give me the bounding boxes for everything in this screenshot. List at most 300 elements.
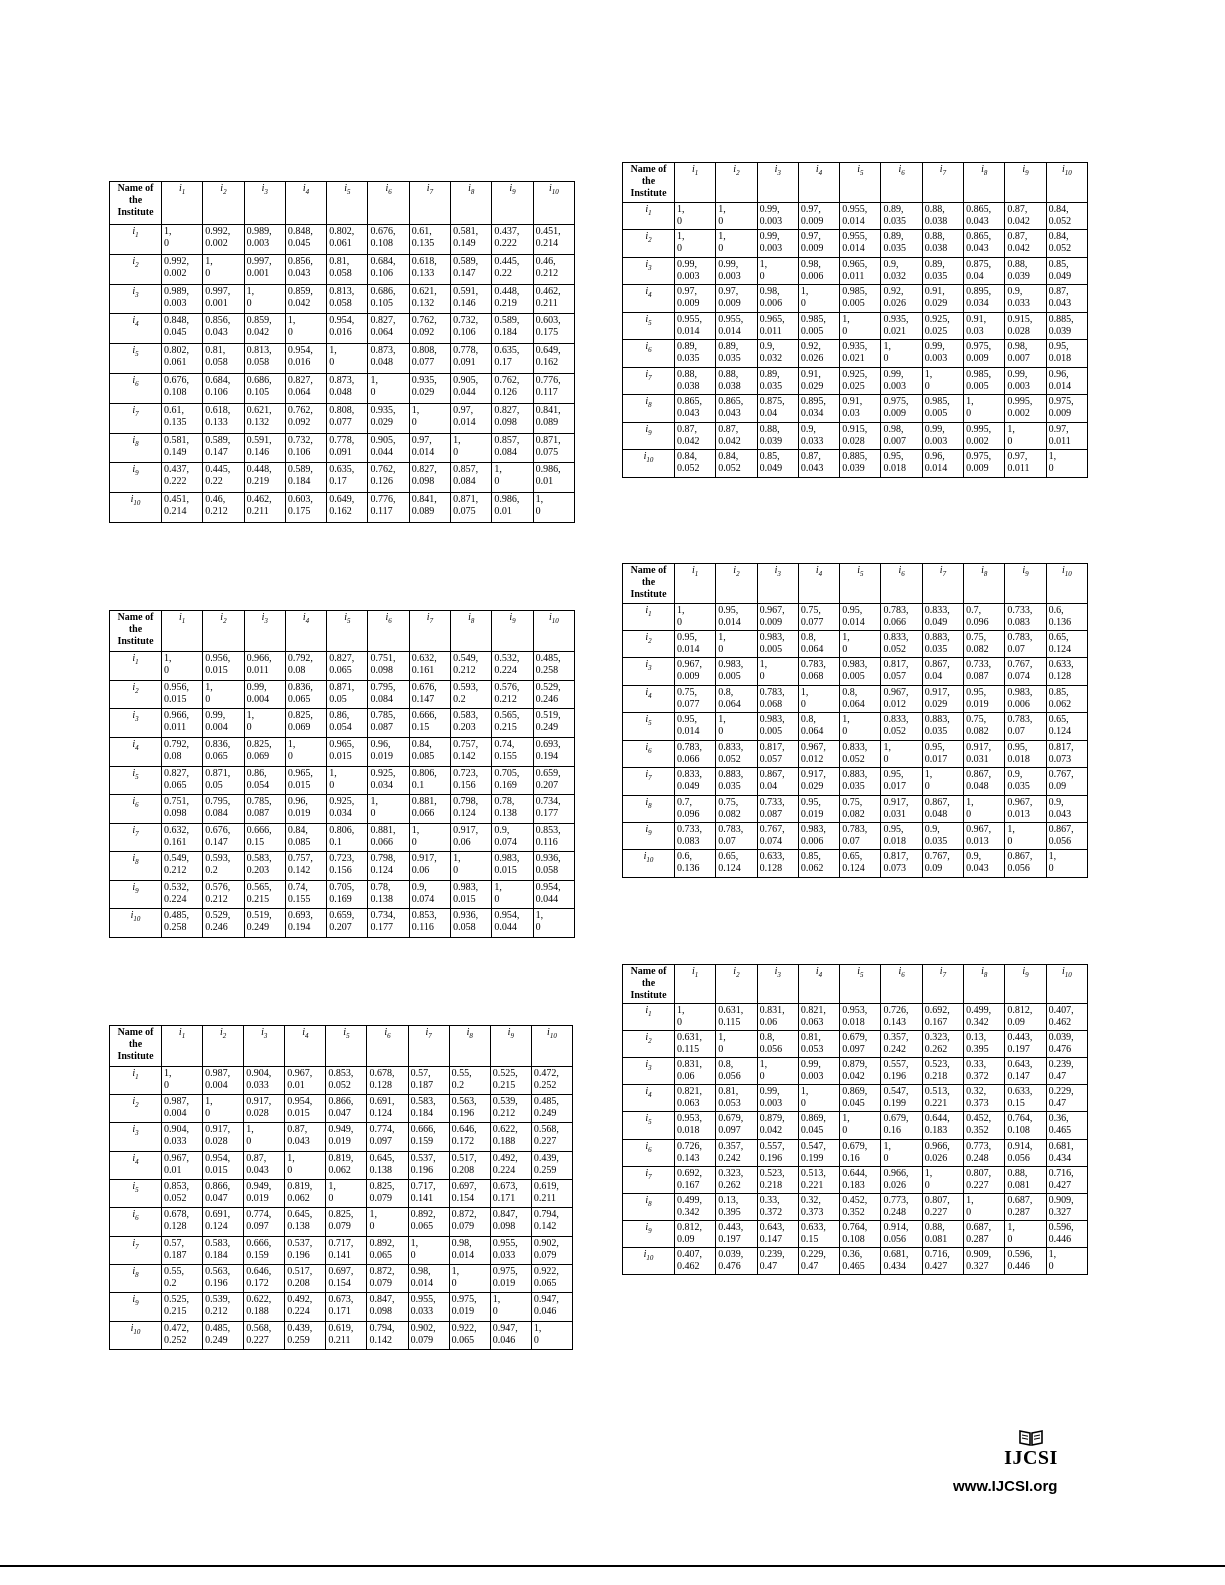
table-row (623, 1193, 1088, 1220)
table-cell: 0.956, 0.015 (203, 652, 244, 681)
table-cell: 0.618, 0.133 (409, 254, 450, 284)
table-cell: 0.792, 0.08 (285, 652, 326, 681)
table-cell: 0.633, 0.15 (1005, 1085, 1046, 1112)
similarity-table-2 (109, 610, 575, 938)
table-cell: 0.645, 0.138 (367, 1151, 408, 1179)
table-cell: 0.13, 0.395 (716, 1193, 757, 1220)
table-row (110, 373, 575, 403)
table-cell: 1, 0 (840, 1112, 881, 1139)
row-label: $i_1$ (110, 225, 162, 255)
table-cell: 0.778, 0.091 (451, 344, 492, 374)
row-label: $i_6$ (623, 1139, 675, 1166)
table-cell: 0.644, 0.183 (922, 1112, 963, 1139)
row-label: $i_{10}$ (623, 850, 675, 878)
table-cell: 0.856, 0.043 (203, 314, 244, 344)
table-cell: 0.46, 0.212 (533, 254, 574, 284)
table-cell: 0.557, 0.196 (757, 1139, 798, 1166)
table-cell: 0.848, 0.045 (162, 314, 203, 344)
table-cell: 0.9, 0.043 (1046, 795, 1087, 822)
table-cell: 0.892, 0.065 (408, 1208, 449, 1236)
table-cell: 1, 0 (716, 631, 757, 658)
table-cell: 1, 0 (327, 766, 368, 795)
table-cell: 0.966, 0.026 (922, 1139, 963, 1166)
table-cell: 0.985, 0.005 (964, 367, 1005, 395)
table-cell: 0.865, 0.043 (964, 230, 1005, 258)
table-cell: 0.922, 0.065 (531, 1264, 572, 1292)
table-cell: 0.565, 0.215 (492, 709, 533, 738)
table-cell: 0.448, 0.219 (492, 284, 533, 314)
table-cell: 0.995, 0.002 (1005, 395, 1046, 423)
table-cell: 0.751, 0.098 (162, 795, 203, 824)
table-cell: 0.74, 0.155 (492, 737, 533, 766)
table-cell: 1, 0 (1005, 823, 1046, 850)
table-cell: 1, 0 (409, 823, 450, 852)
column-header: $i_8$ (451, 611, 492, 652)
table-cell: 0.875, 0.04 (757, 395, 798, 423)
table-cell: 0.965, 0.015 (285, 766, 326, 795)
table-cell: 0.954, 0.044 (492, 909, 533, 938)
table-cell: 0.97, 0.011 (1005, 450, 1046, 478)
row-label: $i_6$ (623, 740, 675, 767)
table-cell: 0.631, 0.115 (716, 1004, 757, 1031)
table-cell: 1, 0 (451, 852, 492, 881)
header-name-cell: Name of the Institute (623, 965, 675, 1004)
table-cell: 1, 0 (203, 1095, 244, 1123)
table-cell: 0.583, 0.203 (244, 852, 285, 881)
table-cell: 0.679, 0.16 (881, 1112, 922, 1139)
header-row (623, 564, 1088, 604)
table-cell: 0.635, 0.17 (492, 344, 533, 374)
table-cell: 0.853, 0.116 (409, 909, 450, 938)
table-cell: 0.819, 0.062 (285, 1180, 326, 1208)
table-cell: 0.75, 0.082 (840, 795, 881, 822)
table-cell: 0.705, 0.169 (492, 766, 533, 795)
table-cell: 0.649, 0.162 (327, 493, 368, 523)
row-label: $i_{10}$ (110, 1321, 162, 1349)
table-cell: 0.583, 0.184 (408, 1095, 449, 1123)
table-cell: 0.445, 0.22 (203, 463, 244, 493)
table-cell: 0.871, 0.075 (533, 433, 574, 463)
table-cell: 0.9, 0.032 (881, 257, 922, 285)
table-cell: 0.581, 0.149 (162, 433, 203, 463)
table-cell: 0.917, 0.028 (203, 1123, 244, 1151)
table-row (110, 225, 575, 255)
row-label: $i_7$ (110, 403, 162, 433)
table-cell: 0.902, 0.079 (408, 1321, 449, 1349)
table-cell: 0.867, 0.048 (964, 768, 1005, 795)
table-cell: 1, 0 (716, 713, 757, 740)
table-cell: 0.98, 0.014 (449, 1236, 490, 1264)
table-cell: 0.565, 0.215 (244, 880, 285, 909)
table-cell: 0.619, 0.211 (326, 1321, 367, 1349)
table-cell: 0.697, 0.154 (449, 1180, 490, 1208)
table-cell: 0.95, 0.018 (1046, 340, 1087, 368)
table-cell: 0.95, 0.018 (1005, 740, 1046, 767)
table-cell: 0.949, 0.019 (244, 1180, 285, 1208)
table-cell: 0.9, 0.032 (757, 340, 798, 368)
table-cell: 0.485, 0.249 (531, 1095, 572, 1123)
table-cell: 0.451, 0.214 (162, 493, 203, 523)
header-name-cell: Name of the Institute (110, 611, 162, 652)
table-cell: 0.825, 0.079 (326, 1208, 367, 1236)
table-cell: 0.813, 0.058 (327, 284, 368, 314)
table-row (110, 284, 575, 314)
table-cell: 0.833, 0.052 (881, 713, 922, 740)
table-cell: 0.983, 0.005 (716, 658, 757, 685)
table-cell: 0.867, 0.056 (1005, 850, 1046, 878)
table-cell: 0.666, 0.159 (408, 1123, 449, 1151)
table-cell: 1, 0 (162, 1066, 203, 1094)
table-cell: 0.687, 0.287 (1005, 1193, 1046, 1220)
table-cell: 0.91, 0.029 (922, 285, 963, 313)
table-cell: 0.733, 0.087 (757, 795, 798, 822)
table-cell: 0.802, 0.061 (327, 225, 368, 255)
table-cell: 0.967, 0.012 (798, 740, 839, 767)
table-cell: 0.547, 0.199 (881, 1085, 922, 1112)
table-cell: 0.967, 0.012 (881, 685, 922, 712)
table-cell: 0.975, 0.009 (881, 395, 922, 423)
table-cell: 1, 0 (368, 795, 409, 824)
table-cell: 0.967, 0.01 (162, 1151, 203, 1179)
table-row (623, 1247, 1088, 1274)
table-cell: 0.539, 0.212 (203, 1293, 244, 1321)
table-cell: 1, 0 (449, 1264, 490, 1292)
bottom-rule (0, 1565, 1225, 1567)
table-cell: 0.86, 0.054 (244, 766, 285, 795)
column-header: $i_9$ (1005, 163, 1046, 203)
table-cell: 0.95, 0.014 (840, 603, 881, 630)
table-cell: 0.95, 0.017 (881, 768, 922, 795)
table-row (623, 450, 1088, 478)
table-row (110, 403, 575, 433)
row-label: $i_{10}$ (110, 493, 162, 523)
table-cell: 0.873, 0.048 (368, 344, 409, 374)
table-cell: 0.99, 0.003 (798, 1058, 839, 1085)
table-cell: 0.798, 0.124 (368, 852, 409, 881)
column-header: $i_8$ (451, 182, 492, 225)
table-row (623, 202, 1088, 230)
table-cell: 0.532, 0.224 (492, 652, 533, 681)
column-header: $i_6$ (368, 182, 409, 225)
table-cell: 0.499, 0.342 (675, 1193, 716, 1220)
table-row (623, 230, 1088, 258)
table-cell: 0.9, 0.043 (964, 850, 1005, 878)
similarity-table-1 (109, 181, 575, 523)
table-row (623, 422, 1088, 450)
table-row (623, 1058, 1088, 1085)
table-cell: 1, 0 (757, 658, 798, 685)
table-row (110, 852, 575, 881)
table-cell: 1, 0 (244, 709, 285, 738)
row-label: $i_8$ (623, 1193, 675, 1220)
table-cell: 0.87, 0.042 (1005, 230, 1046, 258)
similarity-table-5 (622, 563, 1088, 878)
table-cell: 0.65, 0.124 (1046, 631, 1087, 658)
table-cell: 0.762, 0.126 (492, 373, 533, 403)
table-cell: 0.448, 0.219 (244, 463, 285, 493)
table-cell: 0.853, 0.116 (533, 823, 574, 852)
row-label: $i_4$ (623, 1085, 675, 1112)
table-cell: 0.678, 0.128 (367, 1066, 408, 1094)
table-cell: 0.659, 0.207 (533, 766, 574, 795)
table-cell: 0.631, 0.115 (675, 1031, 716, 1058)
table-cell: 0.773, 0.248 (964, 1139, 1005, 1166)
column-header: $i_6$ (367, 1026, 408, 1067)
table-cell: 0.764, 0.108 (1005, 1112, 1046, 1139)
table-cell: 0.966, 0.011 (244, 652, 285, 681)
table-cell: 0.734, 0.177 (533, 795, 574, 824)
table-cell: 0.949, 0.019 (326, 1123, 367, 1151)
table-cell: 0.87, 0.043 (285, 1123, 326, 1151)
table-cell: 0.813, 0.058 (244, 344, 285, 374)
table-cell: 0.904, 0.033 (244, 1066, 285, 1094)
table-cell: 0.513, 0.221 (922, 1085, 963, 1112)
header-name-cell: Name of the Institute (623, 163, 675, 203)
table-row (110, 823, 575, 852)
table-cell: 1, 0 (798, 285, 839, 313)
table-cell: 0.99, 0.004 (244, 680, 285, 709)
table-cell: 0.867, 0.04 (922, 658, 963, 685)
table-cell: 0.85, 0.049 (757, 450, 798, 478)
table-cell: 0.75, 0.082 (964, 713, 1005, 740)
table-cell: 0.97, 0.009 (798, 202, 839, 230)
table-row (110, 680, 575, 709)
table-cell: 0.783, 0.07 (1005, 631, 1046, 658)
column-header: $i_1$ (162, 1026, 203, 1067)
table-cell: 1, 0 (409, 403, 450, 433)
table-cell: 0.836, 0.065 (285, 680, 326, 709)
table-cell: 0.857, 0.084 (492, 433, 533, 463)
column-header: $i_9$ (492, 182, 533, 225)
table-row (623, 740, 1088, 767)
table-cell: 0.904, 0.033 (162, 1123, 203, 1151)
table-cell: 0.783, 0.066 (675, 740, 716, 767)
row-label: $i_8$ (110, 433, 162, 463)
table-cell: 0.678, 0.128 (162, 1208, 203, 1236)
table-cell: 0.65, 0.124 (840, 850, 881, 878)
table-cell: 0.967, 0.01 (285, 1066, 326, 1094)
table-cell: 0.593, 0.2 (451, 680, 492, 709)
table-cell: 0.519, 0.249 (244, 909, 285, 938)
table-cell: 0.95, 0.018 (881, 450, 922, 478)
table-row (110, 1321, 573, 1349)
column-header: $i_2$ (203, 611, 244, 652)
table-cell: 0.57, 0.187 (408, 1066, 449, 1094)
similarity-table-6 (622, 964, 1088, 1275)
table-cell: 0.98, 0.014 (408, 1264, 449, 1292)
table-cell: 1, 0 (203, 254, 244, 284)
table-cell: 0.568, 0.227 (531, 1123, 572, 1151)
header-row (110, 182, 575, 225)
table-cell: 0.762, 0.092 (285, 403, 326, 433)
column-header: $i_7$ (409, 611, 450, 652)
table-cell: 0.965, 0.011 (840, 257, 881, 285)
table-row (623, 367, 1088, 395)
table-cell: 0.955, 0.014 (840, 230, 881, 258)
row-label: $i_4$ (110, 737, 162, 766)
table-cell: 0.75, 0.077 (798, 603, 839, 630)
table-cell: 0.692, 0.167 (675, 1166, 716, 1193)
table-cell: 0.995, 0.002 (964, 422, 1005, 450)
table-cell: 0.99, 0.003 (757, 230, 798, 258)
table-row (110, 1293, 573, 1321)
table-cell: 1, 0 (492, 463, 533, 493)
table-cell: 0.895, 0.034 (798, 395, 839, 423)
column-header: $i_4$ (285, 611, 326, 652)
table-cell: 0.437, 0.222 (162, 463, 203, 493)
table-cell: 0.767, 0.09 (1046, 768, 1087, 795)
column-header: $i_{10}$ (1046, 163, 1087, 203)
table-cell: 0.865, 0.043 (675, 395, 716, 423)
table-cell: 0.983, 0.005 (757, 631, 798, 658)
table-row (623, 285, 1088, 313)
table-cell: 0.827, 0.064 (285, 373, 326, 403)
row-label: $i_8$ (110, 852, 162, 881)
table-cell: 0.794, 0.142 (531, 1208, 572, 1236)
table-cell: 0.833, 0.049 (922, 603, 963, 630)
table-cell: 0.492, 0.224 (490, 1151, 531, 1179)
table-cell: 0.8, 0.064 (716, 685, 757, 712)
table-cell: 0.563, 0.196 (449, 1095, 490, 1123)
table-cell: 1, 0 (964, 395, 1005, 423)
table-cell: 0.792, 0.08 (162, 737, 203, 766)
table-cell: 0.98, 0.007 (881, 422, 922, 450)
table-cell: 0.917, 0.06 (409, 852, 450, 881)
column-header: $i_3$ (757, 965, 798, 1004)
row-label: $i_2$ (623, 1031, 675, 1058)
logo-text: IJCSI (1004, 1447, 1058, 1469)
table-cell: 0.989, 0.003 (244, 225, 285, 255)
table-cell: 0.914, 0.056 (1005, 1139, 1046, 1166)
table-cell: 0.795, 0.084 (368, 680, 409, 709)
table-cell: 0.88, 0.081 (922, 1220, 963, 1247)
row-label: $i_7$ (110, 1236, 162, 1264)
table-cell: 0.684, 0.106 (368, 254, 409, 284)
table-cell: 0.445, 0.22 (492, 254, 533, 284)
table-cell: 0.666, 0.159 (244, 1236, 285, 1264)
table-cell: 0.686, 0.105 (244, 373, 285, 403)
table-cell: 0.825, 0.069 (285, 709, 326, 738)
table-cell: 0.997, 0.001 (203, 284, 244, 314)
table-cell: 0.917, 0.031 (964, 740, 1005, 767)
table-cell: 1, 0 (533, 493, 574, 523)
table-cell: 0.827, 0.098 (409, 463, 450, 493)
table-cell: 0.98, 0.007 (1005, 340, 1046, 368)
table-row (110, 463, 575, 493)
table-cell: 0.81, 0.053 (716, 1085, 757, 1112)
column-header: $i_{10}$ (533, 182, 574, 225)
table-cell: 0.621, 0.132 (409, 284, 450, 314)
table-cell: 0.87, 0.043 (244, 1151, 285, 1179)
table-cell: 0.472, 0.252 (531, 1066, 572, 1094)
table-cell: 0.81, 0.053 (798, 1031, 839, 1058)
table-row (110, 766, 575, 795)
table-cell: 0.873, 0.048 (327, 373, 368, 403)
column-header: $i_7$ (922, 163, 963, 203)
table-cell: 0.819, 0.062 (326, 1151, 367, 1179)
table-cell: 1, 0 (451, 433, 492, 463)
table-cell: 0.239, 0.47 (757, 1247, 798, 1274)
table-cell: 0.517, 0.208 (449, 1151, 490, 1179)
table-cell: 0.633, 0.128 (1046, 658, 1087, 685)
table-cell: 0.905, 0.044 (451, 373, 492, 403)
table-cell: 0.869, 0.045 (840, 1085, 881, 1112)
table-cell: 0.935, 0.021 (840, 340, 881, 368)
row-label: $i_4$ (110, 314, 162, 344)
table-cell: 0.78, 0.138 (368, 880, 409, 909)
table-cell: 0.523, 0.218 (922, 1058, 963, 1085)
table-cell: 0.812, 0.09 (1005, 1004, 1046, 1031)
table-cell: 0.997, 0.001 (244, 254, 285, 284)
row-label: $i_6$ (623, 340, 675, 368)
table-cell: 1, 0 (798, 1085, 839, 1112)
column-header: $i_2$ (716, 965, 757, 1004)
column-header: $i_9$ (490, 1026, 531, 1067)
table-cell: 0.836, 0.065 (203, 737, 244, 766)
table-cell: 0.547, 0.199 (798, 1139, 839, 1166)
table-cell: 0.666, 0.15 (244, 823, 285, 852)
table-cell: 0.646, 0.172 (449, 1123, 490, 1151)
table-cell: 0.323, 0.262 (922, 1031, 963, 1058)
table-cell: 0.848, 0.045 (285, 225, 326, 255)
table-cell: 0.84, 0.052 (1046, 202, 1087, 230)
table-cell: 0.867, 0.04 (757, 768, 798, 795)
table-cell: 0.956, 0.015 (162, 680, 203, 709)
table-cell: 0.679, 0.097 (716, 1112, 757, 1139)
table-cell: 0.676, 0.147 (203, 823, 244, 852)
table-cell: 0.621, 0.132 (244, 403, 285, 433)
table-row (110, 433, 575, 463)
table-cell: 0.676, 0.108 (368, 225, 409, 255)
table-row (110, 795, 575, 824)
table-cell: 1, 0 (840, 631, 881, 658)
table-cell: 0.8, 0.056 (716, 1058, 757, 1085)
column-header: $i_8$ (964, 564, 1005, 604)
table-cell: 0.95, 0.019 (964, 685, 1005, 712)
table-row (110, 1208, 573, 1236)
table-row (110, 652, 575, 681)
table-cell: 0.85, 0.062 (798, 850, 839, 878)
table-row (623, 1220, 1088, 1247)
table-cell: 0.883, 0.035 (716, 768, 757, 795)
table-cell: 0.84, 0.085 (409, 737, 450, 766)
table-cell: 0.869, 0.045 (798, 1112, 839, 1139)
table-cell: 0.95, 0.014 (675, 631, 716, 658)
table-cell: 0.9, 0.074 (409, 880, 450, 909)
column-header: $i_{10}$ (531, 1026, 572, 1067)
table-row (623, 658, 1088, 685)
table-cell: 0.806, 0.1 (409, 766, 450, 795)
table-cell: 0.583, 0.203 (451, 709, 492, 738)
table-cell: 0.925, 0.034 (327, 795, 368, 824)
column-header: $i_2$ (716, 564, 757, 604)
table-cell: 0.84, 0.052 (716, 450, 757, 478)
table-cell: 0.881, 0.066 (409, 795, 450, 824)
table-cell: 1, 0 (203, 680, 244, 709)
table-cell: 0.716, 0.427 (922, 1247, 963, 1274)
table-cell: 0.726, 0.143 (675, 1139, 716, 1166)
table-cell: 0.36, 0.465 (1046, 1112, 1087, 1139)
table-cell: 1, 0 (326, 1180, 367, 1208)
table-cell: 0.673, 0.171 (326, 1293, 367, 1321)
column-header: $i_5$ (840, 163, 881, 203)
table-cell: 0.443, 0.197 (1005, 1031, 1046, 1058)
column-header: $i_4$ (798, 965, 839, 1004)
table-cell: 0.87, 0.042 (1005, 202, 1046, 230)
table-cell: 0.643, 0.147 (757, 1220, 798, 1247)
table-cell: 0.879, 0.042 (840, 1058, 881, 1085)
table-cell: 0.87, 0.043 (798, 450, 839, 478)
